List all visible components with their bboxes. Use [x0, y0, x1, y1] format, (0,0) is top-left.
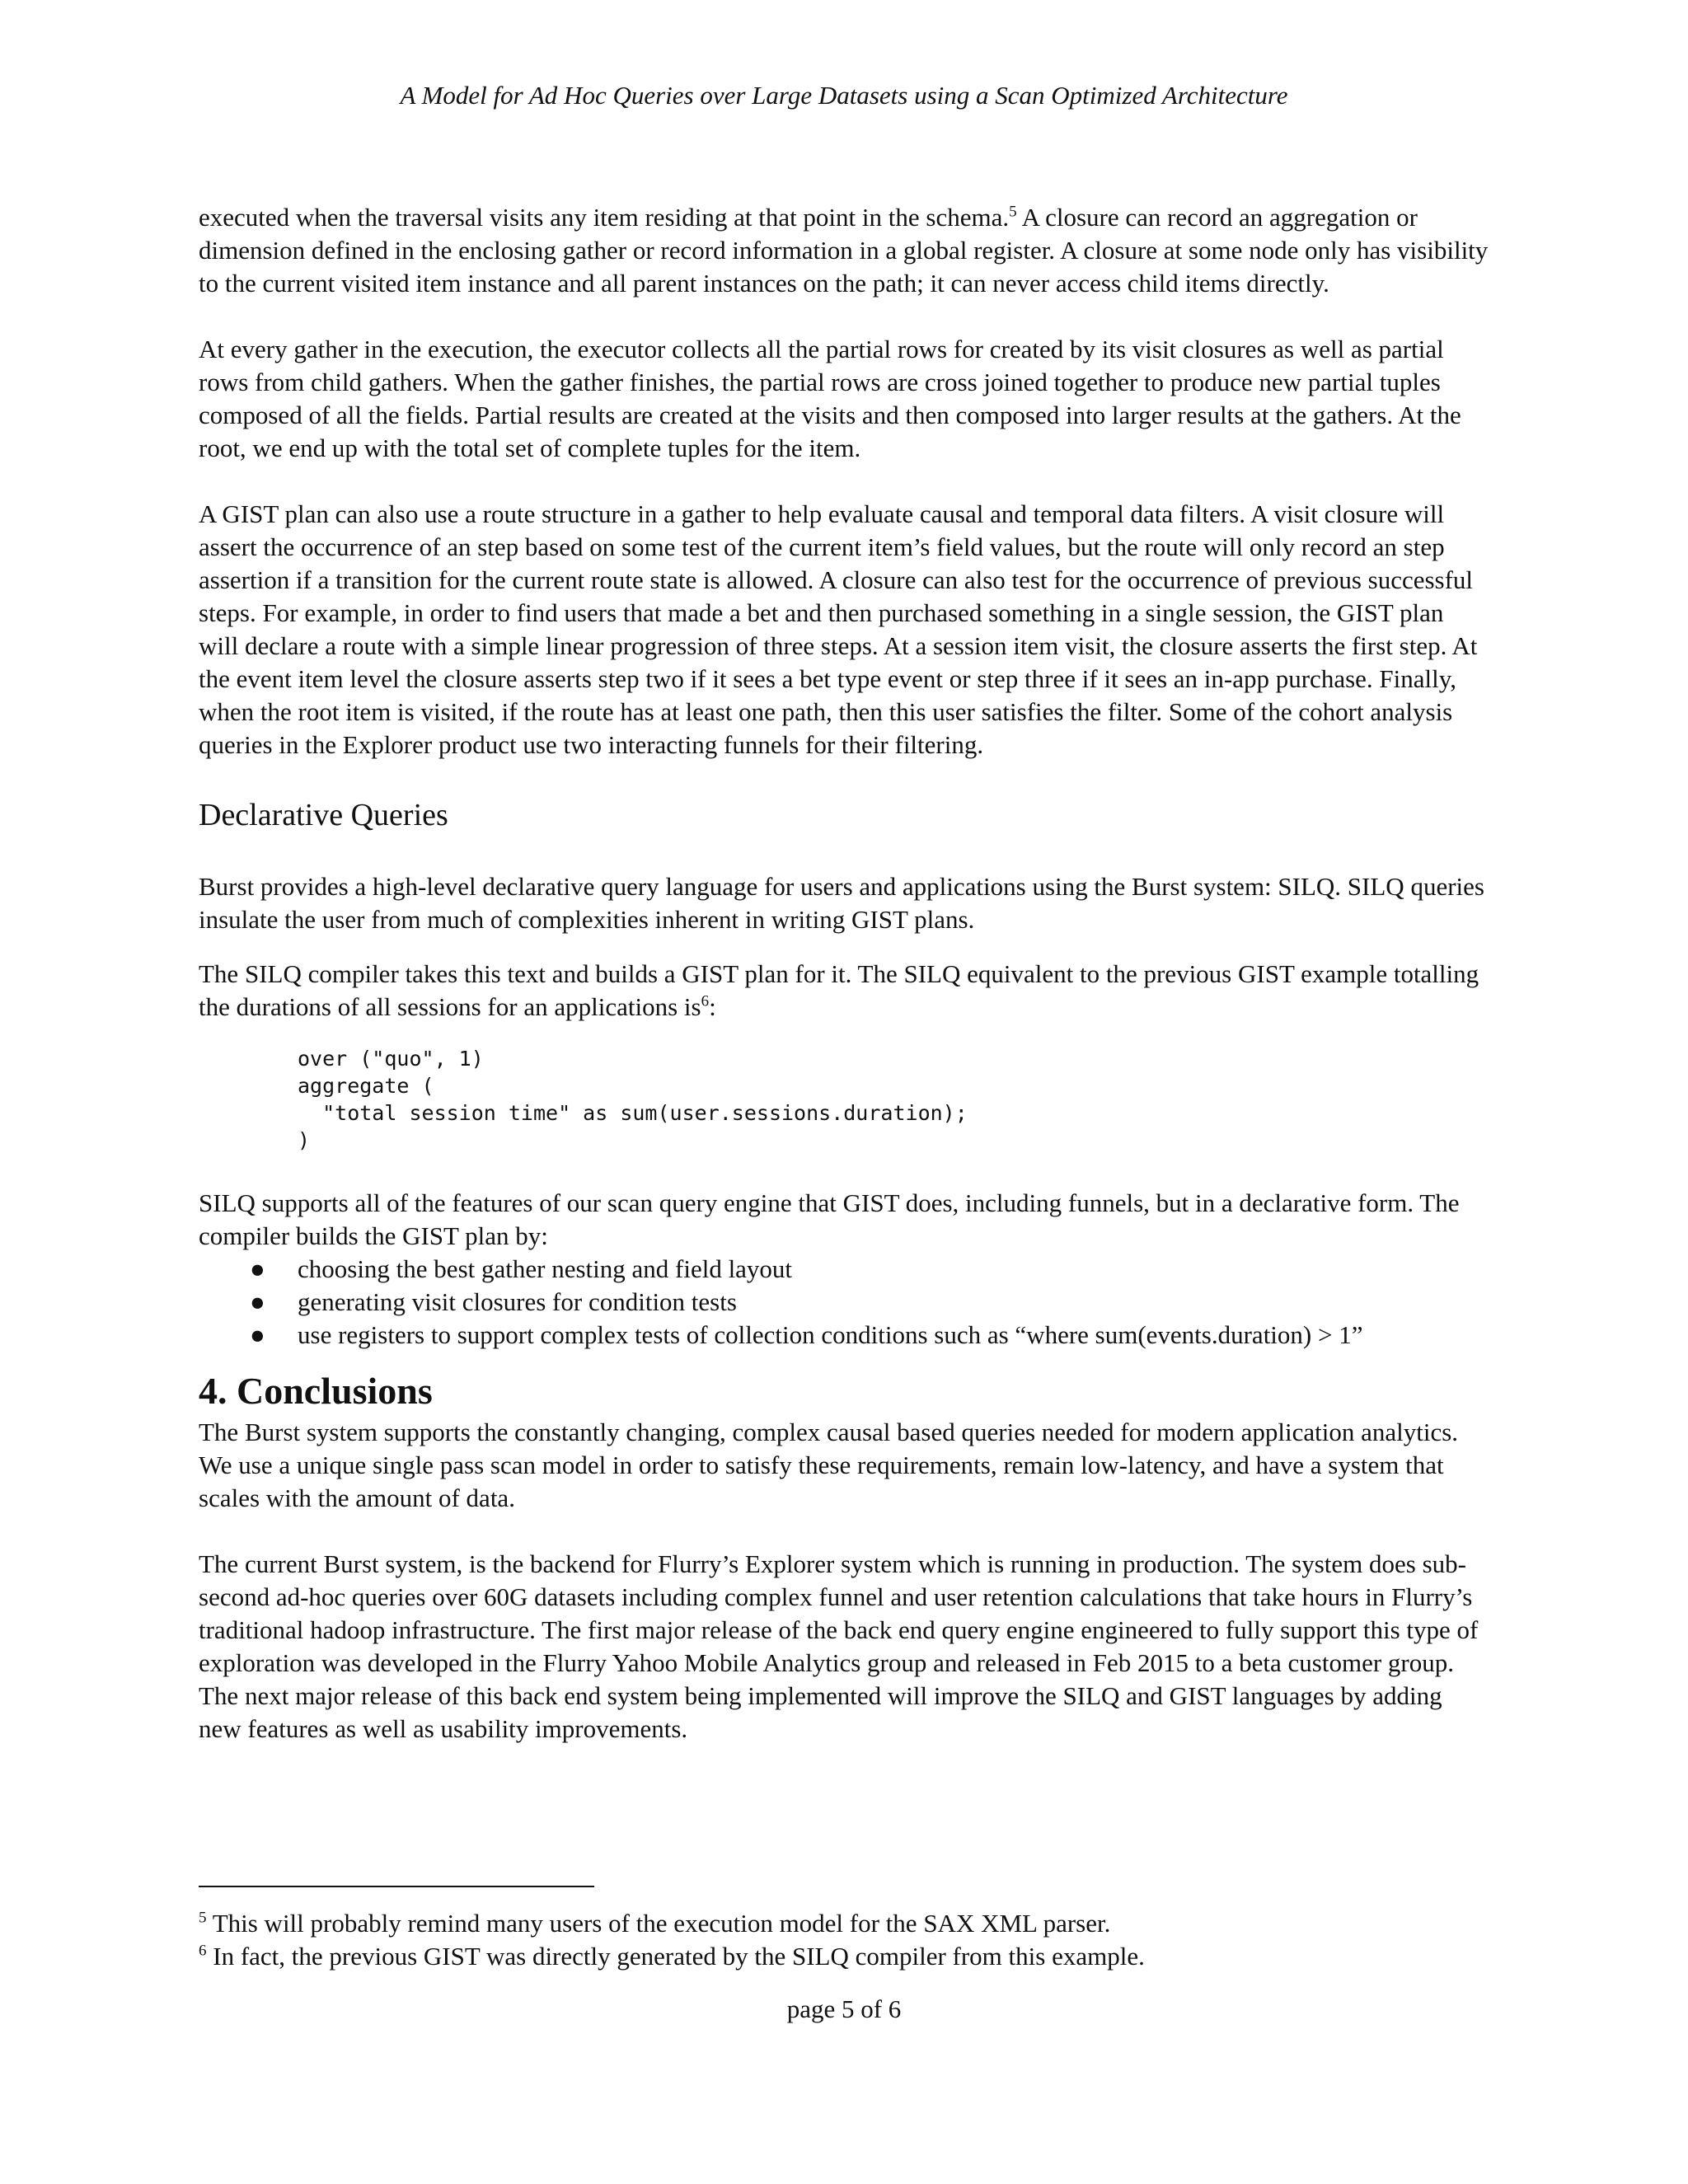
paragraph-silq-features: SILQ supports all of the features of our scan query engine that GIST does, including funnels, but in a declarative form. The compiler builds the GIST plan by:: [199, 1188, 1460, 1250]
paragraph-conclusions-summary: The Burst system supports the constantly changing, complex causal based queries needed for modern application analytics. We use a unique single pass scan model in order to satisfy these requirements, remain low-latency, and have a system that scales with the amount of data.: [199, 1418, 1459, 1512]
main-content: [199, 201, 1489, 1779]
footnotes: [199, 1907, 1489, 1973]
paragraph-gather-execution: At every gather in the execution, the executor collects all the partial rows for created by its visit closures as well as partial rows from child gathers. When the gather finishes, the partial rows are cross joined together to produce new partial tuples composed of all the fields. Partial results are created at the visits and then composed into larger results at the gathers. At the root, we end up with the total set of complete tuples for the item.: [199, 335, 1461, 462]
list-item-text: use registers to support complex tests of collection conditions such as “where sum(events.duration) > 1”: [298, 1320, 1363, 1349]
paragraph-silq-intro: Burst provides a high-level declarative query language for users and applications using the Burst system: SILQ. SILQ queries insulate the user from much of complexities inherent in writing GIST plans.: [199, 872, 1484, 934]
bullet-icon: ●: [250, 1320, 265, 1349]
subsection-heading: Declarative Queries: [199, 798, 448, 832]
list-item-text: choosing the best gather nesting and field layout: [298, 1254, 793, 1283]
footnote-text: This will probably remind many users of the execution model for the SAX XML parser.: [206, 1909, 1111, 1938]
bullet-icon: ●: [250, 1254, 265, 1283]
footnote-divider: [199, 1886, 594, 1887]
running-header: A Model for Ad Hoc Queries over Large Datasets using a Scan Optimized Architecture: [400, 81, 1288, 110]
bullet-list: [199, 1253, 1489, 1352]
footnote-text: In fact, the previous GIST was directly generated by the SILQ compiler from this example.: [206, 1942, 1145, 1971]
list-item: [250, 1319, 1489, 1352]
paragraph-text: A closure can record an aggregation or dimension defined in the enclosing gather or record information in a global register. A closure at some node only has visibility to the current visited item instance and all parent instances on the path; it can never access child items directly.: [199, 203, 1489, 298]
paragraph-closure-visibility: [199, 201, 1489, 300]
list-item: [250, 1253, 1489, 1286]
paragraph-conclusions-production: The current Burst system, is the backend for Flurry’s Explorer system which is running in production. The system does sub-second ad-hoc queries over 60G datasets including complex funnel and user retention calculations that take hours in Flurry’s traditional hadoop infrastructure. The first major release of the back end query engine engineered to fully support this type of exploration was developed in the Flurry Yahoo Mobile Analytics group and released in Feb 2015 to a beta customer group. The next major release of this back end system being implemented will improve the SILQ and GIST languages by adding new features as well as usability improvements.: [199, 1549, 1479, 1743]
paragraph-text: executed when the traversal visits any item residing at that point in the schema.: [199, 203, 1010, 232]
footnote-number: 5: [199, 1909, 207, 1927]
footnote: [199, 1940, 1489, 1973]
bullet-icon: ●: [250, 1287, 265, 1316]
page-number: page 5 of 6: [786, 1994, 902, 2023]
paragraph-silq-compiler: [199, 958, 1489, 1024]
footnote-ref: 6: [701, 992, 710, 1010]
footnote-ref: 5: [1009, 203, 1017, 221]
list-item: [250, 1286, 1489, 1319]
paragraph-text: :: [709, 992, 716, 1021]
paragraph-route-structure: A GIST plan can also use a route structure in a gather to help evaluate causal and temporal data filters. A visit closure will assert the occurrence of an step based on some test of the current item’s field values, but the route will only record an step assertion if a transition for the current route state is allowed. A closure can also test for the occurrence of previous successful steps. For example, in order to find users that made a bet and then purchased something in a single session, the GIST plan will declare a route with a simple linear progression of three steps. At a session item visit, the closure asserts the first step. At the event item level the closure asserts step two if it sees a bet type event or step three if it sees an in-app purchase. Finally, when the root item is visited, if the route has at least one path, then this user satisfies the filter. Some of the cohort analysis queries in the Explorer product use two interacting funnels for their filtering.: [199, 499, 1478, 759]
section-heading: 4. Conclusions: [199, 1370, 433, 1412]
footnote-number: 6: [199, 1942, 207, 1960]
list-item-text: generating visit closures for condition tests: [298, 1287, 737, 1316]
code-block: over ("quo", 1) aggregate ( "total session time" as sum(user.sessions.duration); ): [298, 1047, 968, 1152]
footnote: [199, 1907, 1489, 1940]
paragraph-text: The SILQ compiler takes this text and builds a GIST plan for it. The SILQ equivalent to the previous GIST example totalling the durations of all sessions for an applications is: [199, 959, 1479, 1021]
